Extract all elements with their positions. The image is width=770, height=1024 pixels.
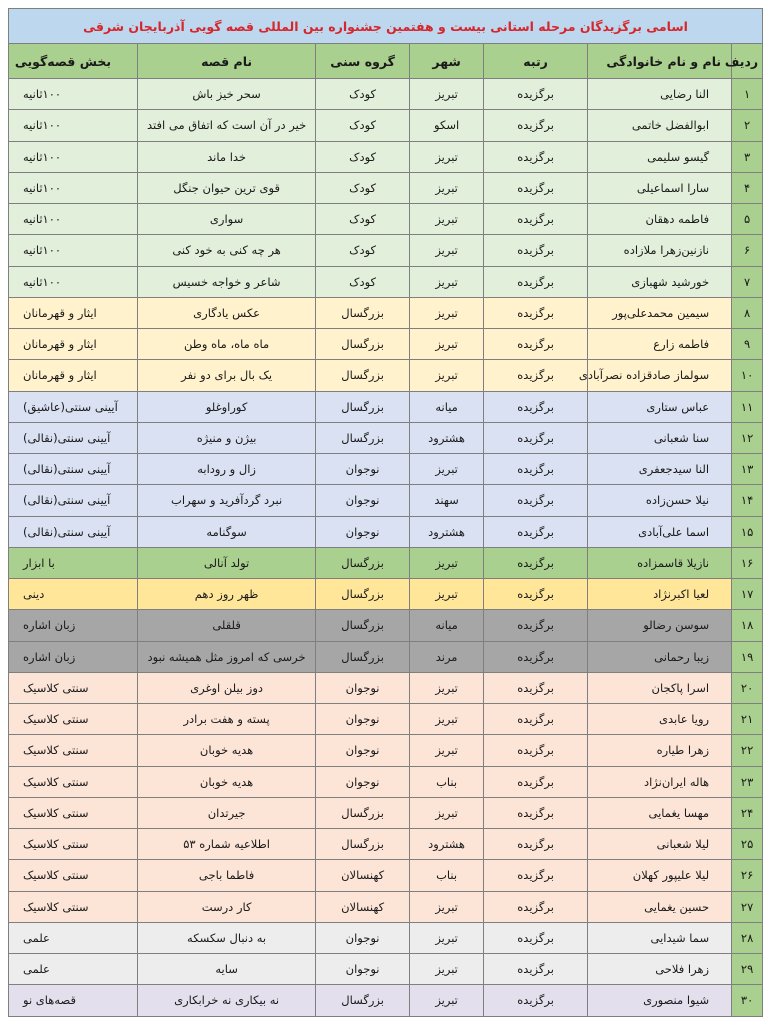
header-idx: ردیف [732, 44, 763, 79]
row-index: ۵ [732, 204, 763, 235]
row-index: ۲ [732, 110, 763, 141]
winners-sheet [8, 8, 762, 1018]
row-age-group: بزرگسال [316, 547, 410, 578]
row-index: ۱۵ [732, 516, 763, 547]
table-row [9, 704, 763, 735]
header-age-group: گروه سنی [316, 44, 410, 79]
row-age-group: نوجوان [316, 516, 410, 547]
row-rank: برگزیده [484, 860, 588, 891]
table-row [9, 891, 763, 922]
row-index: ۱۷ [732, 579, 763, 610]
row-section: آیینی سنتی(نقالی) [9, 485, 138, 516]
row-index: ۹ [732, 329, 763, 360]
table-row [9, 922, 763, 953]
row-rank: برگزیده [484, 79, 588, 110]
row-story-title: کار درست [138, 891, 316, 922]
row-age-group: نوجوان [316, 672, 410, 703]
table-row [9, 860, 763, 891]
row-index: ۱۴ [732, 485, 763, 516]
row-city: تبریز [410, 360, 484, 391]
row-name: لیلا علیپور کهلان [588, 860, 732, 891]
row-city: هشترود [410, 516, 484, 547]
row-rank: برگزیده [484, 610, 588, 641]
row-section: سنتی کلاسیک [9, 860, 138, 891]
table-row [9, 829, 763, 860]
row-index: ۲۰ [732, 672, 763, 703]
row-name: شیوا منصوری [588, 985, 732, 1016]
row-name: اسما علی‌آبادی [588, 516, 732, 547]
row-age-group: کودک [316, 235, 410, 266]
row-story-title: سحر خیز باش [138, 79, 316, 110]
row-name: زهرا طیاره [588, 735, 732, 766]
row-rank: برگزیده [484, 485, 588, 516]
row-age-group: نوجوان [316, 922, 410, 953]
table-row [9, 641, 763, 672]
row-city: سهند [410, 485, 484, 516]
row-index: ۲۱ [732, 704, 763, 735]
row-city: تبریز [410, 579, 484, 610]
row-name: مهسا یغمایی [588, 797, 732, 828]
row-index: ۲۵ [732, 829, 763, 860]
row-index: ۱۶ [732, 547, 763, 578]
row-story-title: ظهر روز دهم [138, 579, 316, 610]
row-section: قصه‌های نو [9, 985, 138, 1016]
row-section: ۱۰۰ثانیه [9, 110, 138, 141]
row-city: تبریز [410, 204, 484, 235]
row-section: آیینی سنتی(نقالی) [9, 516, 138, 547]
row-city: مرند [410, 641, 484, 672]
row-rank: برگزیده [484, 422, 588, 453]
row-section: با ابزار [9, 547, 138, 578]
row-age-group: بزرگسال [316, 985, 410, 1016]
row-rank: برگزیده [484, 891, 588, 922]
row-name: سیمین محمدعلی‌پور [588, 297, 732, 328]
row-index: ۸ [732, 297, 763, 328]
row-section: آیینی سنتی(عاشیق) [9, 391, 138, 422]
table-row [9, 766, 763, 797]
row-age-group: بزرگسال [316, 641, 410, 672]
row-city: تبریز [410, 891, 484, 922]
row-age-group: کودک [316, 266, 410, 297]
row-rank: برگزیده [484, 391, 588, 422]
row-section: سنتی کلاسیک [9, 797, 138, 828]
row-story-title: خیر در آن است که اتفاق می افتد [138, 110, 316, 141]
row-name: فاطمه زارع [588, 329, 732, 360]
table-row [9, 797, 763, 828]
table-row [9, 141, 763, 172]
row-section: زبان اشاره [9, 610, 138, 641]
row-age-group: نوجوان [316, 485, 410, 516]
row-story-title: شاعر و خواجه خسیس [138, 266, 316, 297]
table-row [9, 485, 763, 516]
row-section: زبان اشاره [9, 641, 138, 672]
winners-table [8, 8, 763, 1017]
row-age-group: بزرگسال [316, 297, 410, 328]
row-index: ۲۴ [732, 797, 763, 828]
row-city: تبریز [410, 141, 484, 172]
row-index: ۳۰ [732, 985, 763, 1016]
row-story-title: کوراوغلو [138, 391, 316, 422]
row-age-group: بزرگسال [316, 422, 410, 453]
row-section: سنتی کلاسیک [9, 735, 138, 766]
row-city: تبریز [410, 704, 484, 735]
row-name: سوسن رضالو [588, 610, 732, 641]
row-city: تبریز [410, 266, 484, 297]
row-section: سنتی کلاسیک [9, 704, 138, 735]
row-rank: برگزیده [484, 141, 588, 172]
row-city: بناب [410, 860, 484, 891]
row-rank: برگزیده [484, 110, 588, 141]
row-story-title: سایه [138, 954, 316, 985]
row-name: سارا اسماعیلی [588, 172, 732, 203]
row-age-group: بزرگسال [316, 360, 410, 391]
row-index: ۲۶ [732, 860, 763, 891]
row-index: ۱۸ [732, 610, 763, 641]
row-city: میانه [410, 610, 484, 641]
row-age-group: نوجوان [316, 766, 410, 797]
row-name: هاله ایران‌نژاد [588, 766, 732, 797]
row-story-title: اطلاعیه شماره ۵۳ [138, 829, 316, 860]
row-story-title: نبرد گردآفرید و سهراب [138, 485, 316, 516]
row-story-title: تولد آنالی [138, 547, 316, 578]
row-age-group: کودک [316, 110, 410, 141]
row-name: لیلا شعبانی [588, 829, 732, 860]
row-city: تبریز [410, 547, 484, 578]
row-story-title: سوگنامه [138, 516, 316, 547]
row-rank: برگزیده [484, 235, 588, 266]
row-name: نیلا حسن‌زاده [588, 485, 732, 516]
row-story-title: عکس یادگاری [138, 297, 316, 328]
header-row [9, 44, 763, 79]
row-section: ۱۰۰ثانیه [9, 141, 138, 172]
row-age-group: بزرگسال [316, 797, 410, 828]
table-row [9, 266, 763, 297]
row-index: ۲۲ [732, 735, 763, 766]
row-story-title: یک بال برای دو نفر [138, 360, 316, 391]
row-rank: برگزیده [484, 454, 588, 485]
row-city: تبریز [410, 235, 484, 266]
header-story: نام قصه [138, 44, 316, 79]
row-rank: برگزیده [484, 954, 588, 985]
row-index: ۲۹ [732, 954, 763, 985]
table-row [9, 110, 763, 141]
row-story-title: جیرتدان [138, 797, 316, 828]
row-rank: برگزیده [484, 516, 588, 547]
row-rank: برگزیده [484, 579, 588, 610]
row-story-title: قوی ترین حیوان جنگل [138, 172, 316, 203]
row-rank: برگزیده [484, 204, 588, 235]
row-section: سنتی کلاسیک [9, 766, 138, 797]
row-story-title: هر چه کنی به خود کنی [138, 235, 316, 266]
table-row [9, 610, 763, 641]
table-row [9, 454, 763, 485]
row-name: نازنین‌زهرا ملازاده [588, 235, 732, 266]
row-rank: برگزیده [484, 360, 588, 391]
row-section: ۱۰۰ثانیه [9, 266, 138, 297]
row-name: خورشید شهبازی [588, 266, 732, 297]
table-row [9, 672, 763, 703]
row-city: تبریز [410, 797, 484, 828]
row-index: ۱۲ [732, 422, 763, 453]
row-story-title: نه بیکاری نه خرابکاری [138, 985, 316, 1016]
table-row [9, 360, 763, 391]
row-index: ۲۸ [732, 922, 763, 953]
row-section: علمی [9, 954, 138, 985]
row-rank: برگزیده [484, 672, 588, 703]
row-story-title: هدیه خوبان [138, 766, 316, 797]
row-rank: برگزیده [484, 797, 588, 828]
row-name: سما شیدایی [588, 922, 732, 953]
row-name: زیبا رحمانی [588, 641, 732, 672]
row-city: میانه [410, 391, 484, 422]
row-name: عباس ستاری [588, 391, 732, 422]
row-index: ۱۹ [732, 641, 763, 672]
row-section: سنتی کلاسیک [9, 891, 138, 922]
table-row [9, 204, 763, 235]
row-age-group: بزرگسال [316, 329, 410, 360]
row-story-title: بیژن و منیژه [138, 422, 316, 453]
row-city: تبریز [410, 985, 484, 1016]
row-name: لعیا اکبرنژاد [588, 579, 732, 610]
row-story-title: پسته و هفت برادر [138, 704, 316, 735]
row-name: حسین یغمایی [588, 891, 732, 922]
row-age-group: نوجوان [316, 704, 410, 735]
row-section: علمی [9, 922, 138, 953]
row-section: آیینی سنتی(نقالی) [9, 454, 138, 485]
table-row [9, 579, 763, 610]
row-index: ۱ [732, 79, 763, 110]
row-city: تبریز [410, 297, 484, 328]
row-index: ۴ [732, 172, 763, 203]
row-city: تبریز [410, 672, 484, 703]
row-section: سنتی کلاسیک [9, 829, 138, 860]
row-story-title: خدا ماند [138, 141, 316, 172]
row-index: ۳ [732, 141, 763, 172]
row-section: ایثار و قهرمانان [9, 360, 138, 391]
row-index: ۶ [732, 235, 763, 266]
row-rank: برگزیده [484, 766, 588, 797]
row-index: ۱۱ [732, 391, 763, 422]
row-story-title: فاطما باجی [138, 860, 316, 891]
table-row [9, 735, 763, 766]
row-age-group: کودک [316, 79, 410, 110]
row-index: ۲۳ [732, 766, 763, 797]
table-row [9, 172, 763, 203]
row-age-group: نوجوان [316, 954, 410, 985]
row-rank: برگزیده [484, 297, 588, 328]
row-age-group: نوجوان [316, 454, 410, 485]
header-rank: رتبه [484, 44, 588, 79]
row-age-group: کودک [316, 204, 410, 235]
row-story-title: دوز بیلن اوغری [138, 672, 316, 703]
row-age-group: کهنسالان [316, 860, 410, 891]
row-age-group: نوجوان [316, 735, 410, 766]
row-story-title: به دنبال سکسکه [138, 922, 316, 953]
row-story-title: سواری [138, 204, 316, 235]
row-rank: برگزیده [484, 172, 588, 203]
row-section: ۱۰۰ثانیه [9, 79, 138, 110]
row-age-group: کهنسالان [316, 891, 410, 922]
table-row [9, 329, 763, 360]
row-age-group: بزرگسال [316, 579, 410, 610]
row-index: ۱۰ [732, 360, 763, 391]
row-rank: برگزیده [484, 829, 588, 860]
row-age-group: بزرگسال [316, 829, 410, 860]
row-name: زهرا فلاحی [588, 954, 732, 985]
row-index: ۱۳ [732, 454, 763, 485]
row-city: تبریز [410, 172, 484, 203]
row-name: النا رضایی [588, 79, 732, 110]
row-name: النا سیدجعفری [588, 454, 732, 485]
header-section: بخش قصه‌گویی [9, 44, 138, 79]
sheet-title: اسامی برگزیدگان مرحله استانی بیست و هفتمین جشنواره بین المللی قصه گویی آذربایجان شرقی [9, 9, 763, 44]
row-index: ۲۷ [732, 891, 763, 922]
row-section: دینی [9, 579, 138, 610]
row-name: سولماز صادقزاده نصرآبادی [588, 360, 732, 391]
row-section: آیینی سنتی(نقالی) [9, 422, 138, 453]
header-city: شهر [410, 44, 484, 79]
row-name: فاطمه دهقان [588, 204, 732, 235]
row-name: اسرا پاکجان [588, 672, 732, 703]
row-rank: برگزیده [484, 985, 588, 1016]
table-row [9, 235, 763, 266]
table-body [9, 79, 763, 1017]
row-story-title: ماه ماه، ماه وطن [138, 329, 316, 360]
row-rank: برگزیده [484, 704, 588, 735]
row-rank: برگزیده [484, 547, 588, 578]
row-age-group: کودک [316, 172, 410, 203]
table-row [9, 516, 763, 547]
table-row [9, 547, 763, 578]
row-section: ۱۰۰ثانیه [9, 235, 138, 266]
row-rank: برگزیده [484, 735, 588, 766]
row-city: تبریز [410, 954, 484, 985]
row-section: سنتی کلاسیک [9, 672, 138, 703]
row-city: تبریز [410, 454, 484, 485]
row-city: تبریز [410, 329, 484, 360]
row-city: هشترود [410, 829, 484, 860]
row-rank: برگزیده [484, 329, 588, 360]
table-row [9, 954, 763, 985]
row-name: ابوالفضل خاتمی [588, 110, 732, 141]
row-city: تبریز [410, 922, 484, 953]
row-section: ۱۰۰ثانیه [9, 172, 138, 203]
row-story-title: هدیه خوبان [138, 735, 316, 766]
row-section: ایثار و قهرمانان [9, 297, 138, 328]
table-row [9, 297, 763, 328]
row-city: بناب [410, 766, 484, 797]
table-row [9, 391, 763, 422]
row-age-group: بزرگسال [316, 610, 410, 641]
row-age-group: بزرگسال [316, 391, 410, 422]
header-name: نام و نام خانوادگی [588, 44, 732, 79]
table-row [9, 985, 763, 1016]
row-city: هشترود [410, 422, 484, 453]
row-index: ۷ [732, 266, 763, 297]
table-row [9, 79, 763, 110]
row-rank: برگزیده [484, 922, 588, 953]
row-story-title: خرسی که امروز مثل همیشه نبود [138, 641, 316, 672]
row-city: تبریز [410, 79, 484, 110]
row-name: گیسو سلیمی [588, 141, 732, 172]
row-name: رویا عابدی [588, 704, 732, 735]
row-story-title: قلقلی [138, 610, 316, 641]
row-section: ایثار و قهرمانان [9, 329, 138, 360]
row-rank: برگزیده [484, 641, 588, 672]
row-city: تبریز [410, 735, 484, 766]
table-row [9, 422, 763, 453]
row-name: سنا شعبانی [588, 422, 732, 453]
row-name: نازیلا قاسمزاده [588, 547, 732, 578]
row-age-group: کودک [316, 141, 410, 172]
row-section: ۱۰۰ثانیه [9, 204, 138, 235]
row-rank: برگزیده [484, 266, 588, 297]
row-city: اسکو [410, 110, 484, 141]
row-story-title: زال و رودابه [138, 454, 316, 485]
